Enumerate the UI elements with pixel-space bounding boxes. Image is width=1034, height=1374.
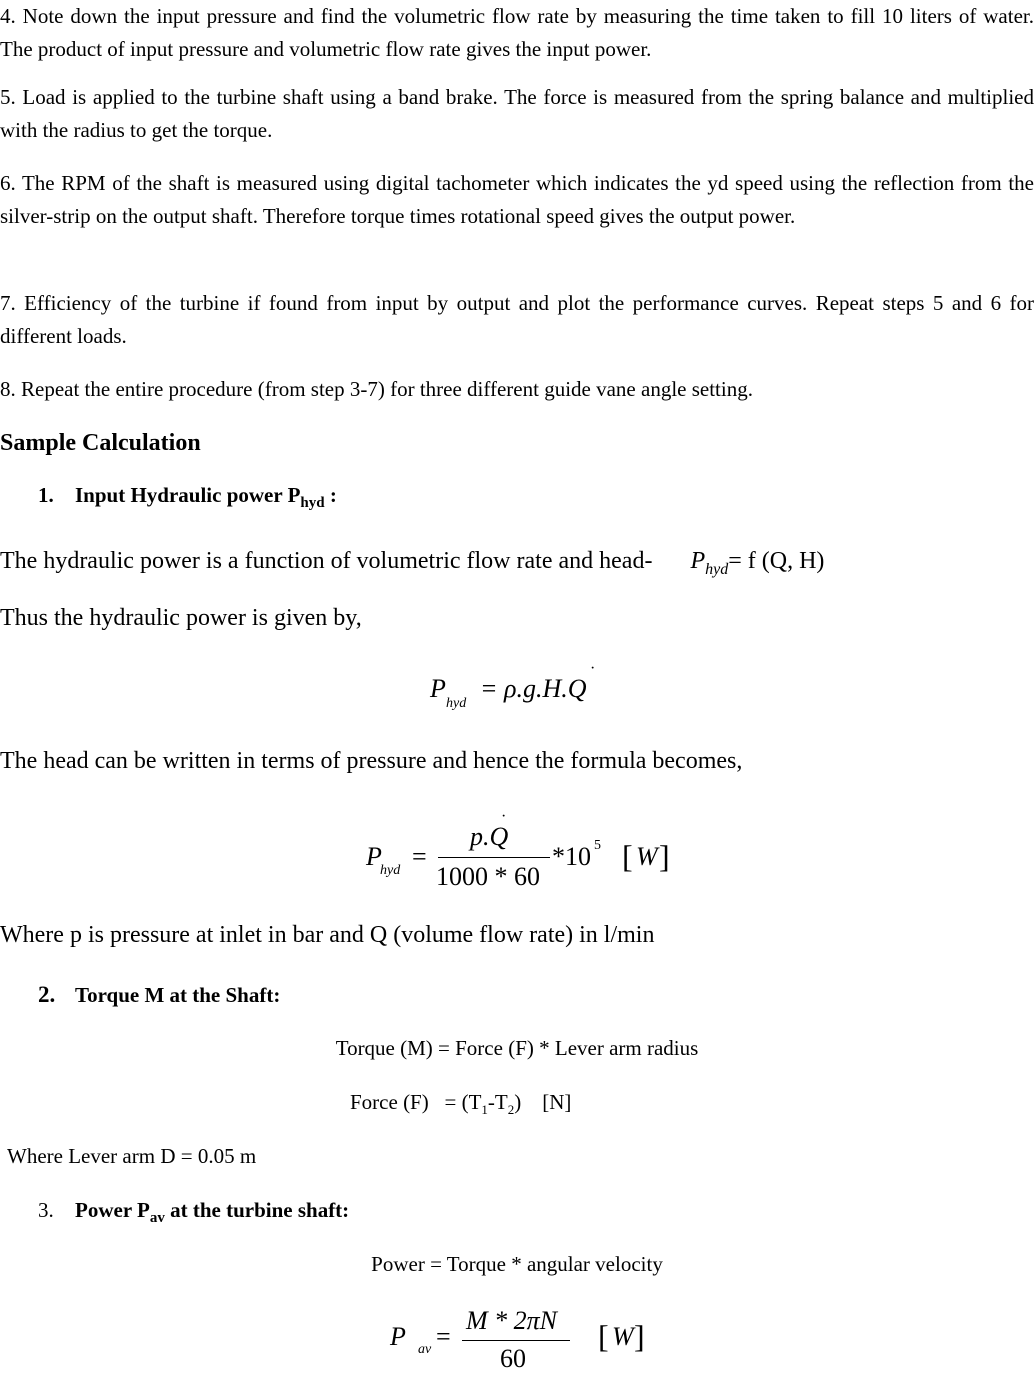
eq2-fraction-bar: [438, 857, 550, 858]
eq2-lhs: P: [366, 842, 382, 871]
step-8-text: 8. Repeat the entire procedure (from step 3-7) for three different guide vane angle setting.: [0, 377, 753, 401]
eq2-multiplier: *10: [552, 842, 591, 871]
eq3-unit: W: [612, 1322, 634, 1351]
step-6-text: 6. The RPM of the shaft is measured using digital tachometer which indicates the yd speed using the reflection from the silver-strip on the output shaft. Therefore torque times rotational speed gives the output power.: [0, 171, 1034, 228]
thus-text: Thus the hydraulic power is given by,: [0, 605, 362, 631]
force-formula: Force $(F) = (T_1-T_2)$ [N]: [350, 1090, 572, 1118]
eq2-unit-bracket-right: ]: [659, 838, 670, 874]
eq2-exponent: 5: [594, 838, 601, 853]
equation-hydraulic-power: [430, 660, 630, 724]
item-3-label: Power $P_{av}$ at the turbine shaft:: [75, 1198, 350, 1227]
step-7-text: 7. Efficiency of the turbine if found from input by output and plot the performance curves. Repeat steps 5 and 6 for different loads.: [0, 291, 1034, 348]
eq3-equals: =: [436, 1322, 451, 1351]
step-5-text: 5. Load is applied to the turbine shaft using a band brake. The force is measured from the spring balance and multiplied with the radius to get the torque.: [0, 85, 1034, 142]
item-2-number: 2.: [38, 982, 56, 1007]
item-1-heading: [38, 483, 337, 512]
item-3-number: 3.: [38, 1198, 54, 1222]
step-4-text: 4. Note down the input pressure and find the volumetric flow rate by measuring the time taken to fill 10 liters of water. The product of input pressure and volumetric flow rate gives the input power.: [0, 4, 1034, 61]
item-2-label: Torque M at the Shaft:: [75, 983, 281, 1007]
item-1-number: 1.: [38, 483, 54, 507]
eq2-equals: =: [412, 842, 427, 871]
eq3-unit-bracket-left: [: [598, 1318, 609, 1354]
power-formula: Power = Torque * angular velocity: [371, 1252, 663, 1276]
eq2-dot: ·: [501, 808, 507, 825]
eq3-lhs: P: [390, 1322, 406, 1351]
eq1-lhs: P: [430, 674, 446, 703]
eq1-dot: ·: [590, 660, 596, 677]
eq2-sub: hyd: [380, 863, 401, 878]
eq3-unit-bracket-right: ]: [634, 1318, 645, 1354]
eq2-denominator: 1000 * 60: [436, 862, 540, 891]
item-3-heading: [38, 1198, 349, 1227]
equation-hydraulic-power-pressure: [366, 808, 686, 898]
item-2-heading: [38, 982, 280, 1008]
where-p-text: Where p is pressure at inlet in bar and Q (volume flow rate) in l/min: [0, 922, 655, 948]
eq1-rhs: = ρ.g.H.Q: [480, 674, 587, 703]
item-1-label: Input Hydraulic power $P_{hyd}$ :: [75, 483, 337, 512]
eq3-numerator: M * 2πN: [466, 1306, 558, 1335]
section-title: Sample Calculation: [0, 430, 201, 456]
lever-arm-text: Where Lever arm D = 0.05 m: [7, 1144, 257, 1168]
eq2-unit-bracket-left: [: [622, 838, 633, 874]
eq2-unit: W: [636, 842, 658, 871]
eq3-sub: av: [418, 1342, 432, 1357]
eq2-numerator: p.Q: [470, 822, 509, 851]
hydraulic-power-text: The hydraulic power is a function of volumetric flow rate and head- $P_{hyd}= f$ (Q, H): [0, 548, 825, 578]
head-text: The head can be written in terms of pressure and hence the formula becomes,: [0, 748, 743, 774]
eq3-fraction-bar: [462, 1340, 570, 1341]
eq3-denominator: 60: [500, 1344, 526, 1373]
eq1-sub: hyd: [446, 696, 467, 711]
torque-formula: Torque (M) = Force (F) * Lever arm radius: [335, 1036, 699, 1060]
equation-shaft-power: [390, 1302, 660, 1372]
